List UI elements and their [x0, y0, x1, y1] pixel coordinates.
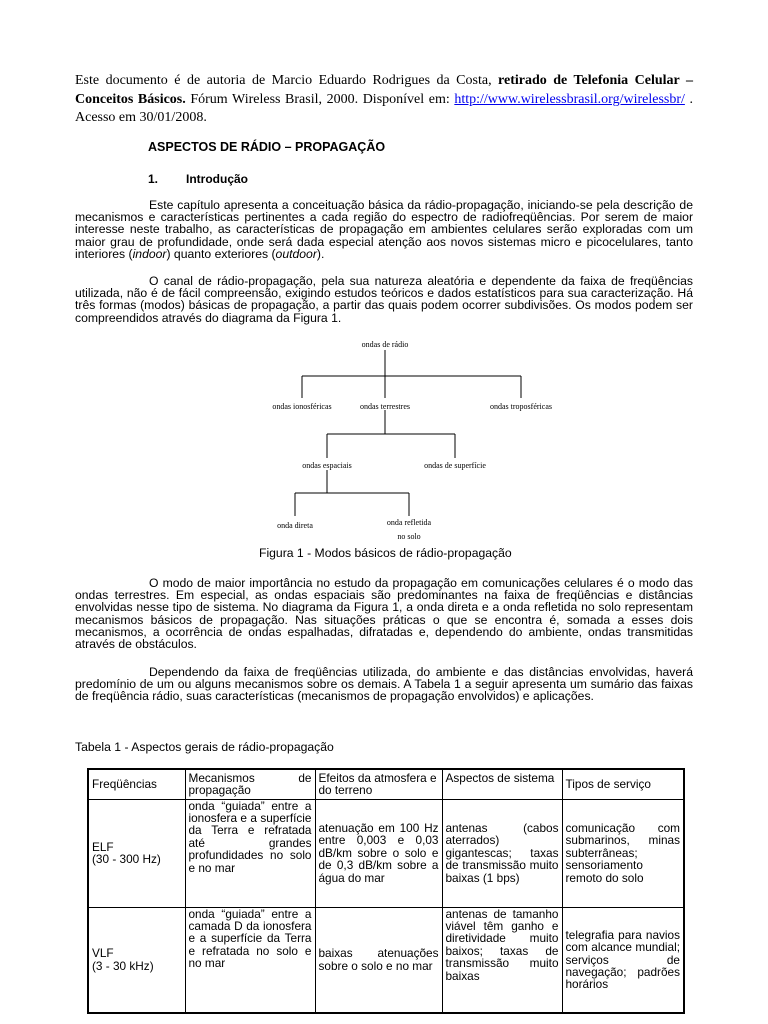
header-frequencies: Freqüências	[88, 769, 185, 799]
cell-effects: atenuação em 100 Hz entre 0,003 e 0,03 dB/km sobre o solo e de 0,3 dB/km sobre a água do mar	[315, 799, 442, 907]
section-title: Introdução	[186, 172, 248, 186]
cell-effects: baixas atenuações sobre o solo e no mar	[315, 907, 442, 1013]
header-mechanisms: Mecanismos de propagação	[185, 769, 315, 799]
diagram-node-direct-wave: onda direta	[277, 521, 313, 530]
header-system: Aspectos de sistema	[442, 769, 562, 799]
propagation-modes-diagram	[255, 334, 567, 544]
diagram-node-reflected-wave-line2: no solo	[397, 532, 421, 541]
cell-system: antenas (cabos aterrados) gigantescas; taxas de transmissão muito baixas (1 bps)	[442, 799, 562, 907]
paragraph-terrestrial: O modo de maior importância no estudo da propagação em comunicações celulares é o modo das ondas terrestres. Em especial, as ondas espaciais são predominantes na faixa de freqüências e distâncias envolvidas nesse tipo de sistema. No diagrama da Figura 1, a onda direta e a onda refletida no solo representam mecanismos básicos de propagação. Nas situações práticas o que se encontra é, somada a esses dois mecanismos, a ocorrência de ondas espalhadas, difratadas e, dependendo do ambiente, ondas transmitidas através de obstáculos.	[75, 576, 693, 652]
table-caption: Tabela 1 - Aspectos gerais de rádio-propagação	[75, 740, 334, 754]
cell-services: telegrafia para navios com alcance mundial; serviços de navegação; padrões horários	[562, 907, 684, 1013]
section-heading	[148, 172, 248, 186]
cell-frequency: VLF (3 - 30 kHz)	[88, 907, 185, 1013]
propagation-table	[87, 768, 685, 1014]
citation	[75, 72, 693, 128]
table-row	[88, 907, 684, 1013]
diagram-node-space-waves: ondas espaciais	[302, 461, 352, 470]
cell-services: comunicação com submarinos, minas subterrâneas; sensoriamento remoto do solo	[562, 799, 684, 907]
main-heading: ASPECTOS DE RÁDIO – PROPAGAÇÃO	[148, 140, 386, 154]
diagram-node-root: ondas de rádio	[361, 340, 409, 349]
figure-caption: Figura 1 - Modos básicos de rádio-propagação	[259, 546, 512, 560]
paragraph-intro: Este capítulo apresenta a conceituação básica da rádio-propagação, iniciando-se pela descrição de mecanismos e características pertinentes a cada região do espectro de radiofreqüências. Por serem de maior interesse neste trabalho, as características de propagação em ambientes celulares serão exploradas com um maior grau de profundidade, onde será dada especial atenção aos novos sistemas micro e picocelulares, tanto interiores (indoor) quanto exteriores (outdoor).	[75, 198, 693, 261]
paragraph-mechanisms: Dependendo da faixa de freqüências utilizada, do ambiente e das distâncias envolvidas, haverá predomínio de um ou alguns mecanismos sobre os demais. A Tabela 1 a seguir apresenta um sumário das faixas de freqüência rádio, suas características (mecanismos de propagação envolvidos) e aplicações.	[75, 665, 693, 704]
header-effects: Efeitos da atmosfera e do terreno	[315, 769, 442, 799]
paragraph-channel: O canal de rádio-propagação, pela sua natureza aleatória e dependente da faixa de freqüências utilizada, não é de fácil compreensão, exigindo estudos teóricos e dados estatísticos para sua caracterização. Há três formas (modos) básicas de propagação, a partir das quais podem ocorrer subdivisões. Os modos podem ser compreendidos através do diagrama da Figura 1.	[75, 274, 693, 325]
citation-source-title: retirado de Telefonia Celular – Conceitos Básicos.	[75, 73, 693, 107]
section-number: 1.	[148, 172, 159, 186]
cell-system: antenas de tamanho viável têm ganho e diretividade muito baixos; taxas de transmissão muito baixas	[442, 907, 562, 1013]
citation-forum: Fórum Wireless Brasil, 2000. Disponível em:	[185, 91, 455, 107]
cell-mechanism: onda “guiada” entre a camada D da ionosfera e a superfície da Terra e refratada no solo e no mar	[185, 907, 315, 1013]
diagram-node-surface-waves: ondas de superfície	[424, 461, 486, 470]
diagram-node-tropospheric: ondas troposféricas	[490, 402, 552, 411]
citation-link[interactable]: http://www.wirelessbrasil.org/wirelessbr/	[454, 91, 685, 107]
diagram-node-ionospheric: ondas ionosféricas	[272, 402, 332, 411]
citation-access-date: . Acesso em 30/01/2008.	[75, 91, 694, 125]
table-header-row	[88, 769, 684, 799]
citation-text: Este documento é de autoria de Marcio Eduardo Rodrigues da Costa,	[75, 73, 499, 88]
cell-frequency: ELF (30 - 300 Hz)	[88, 799, 185, 907]
table-row	[88, 799, 684, 907]
cell-mechanism: onda “guiada” entre a ionosfera e a superfície da Terra e refratada até grandes profundidades no solo e no mar	[185, 799, 315, 907]
diagram-node-terrestrial: ondas terrestres	[360, 402, 410, 411]
header-services: Tipos de serviço	[562, 769, 684, 799]
diagram-node-reflected-wave: onda refletida	[386, 518, 432, 527]
